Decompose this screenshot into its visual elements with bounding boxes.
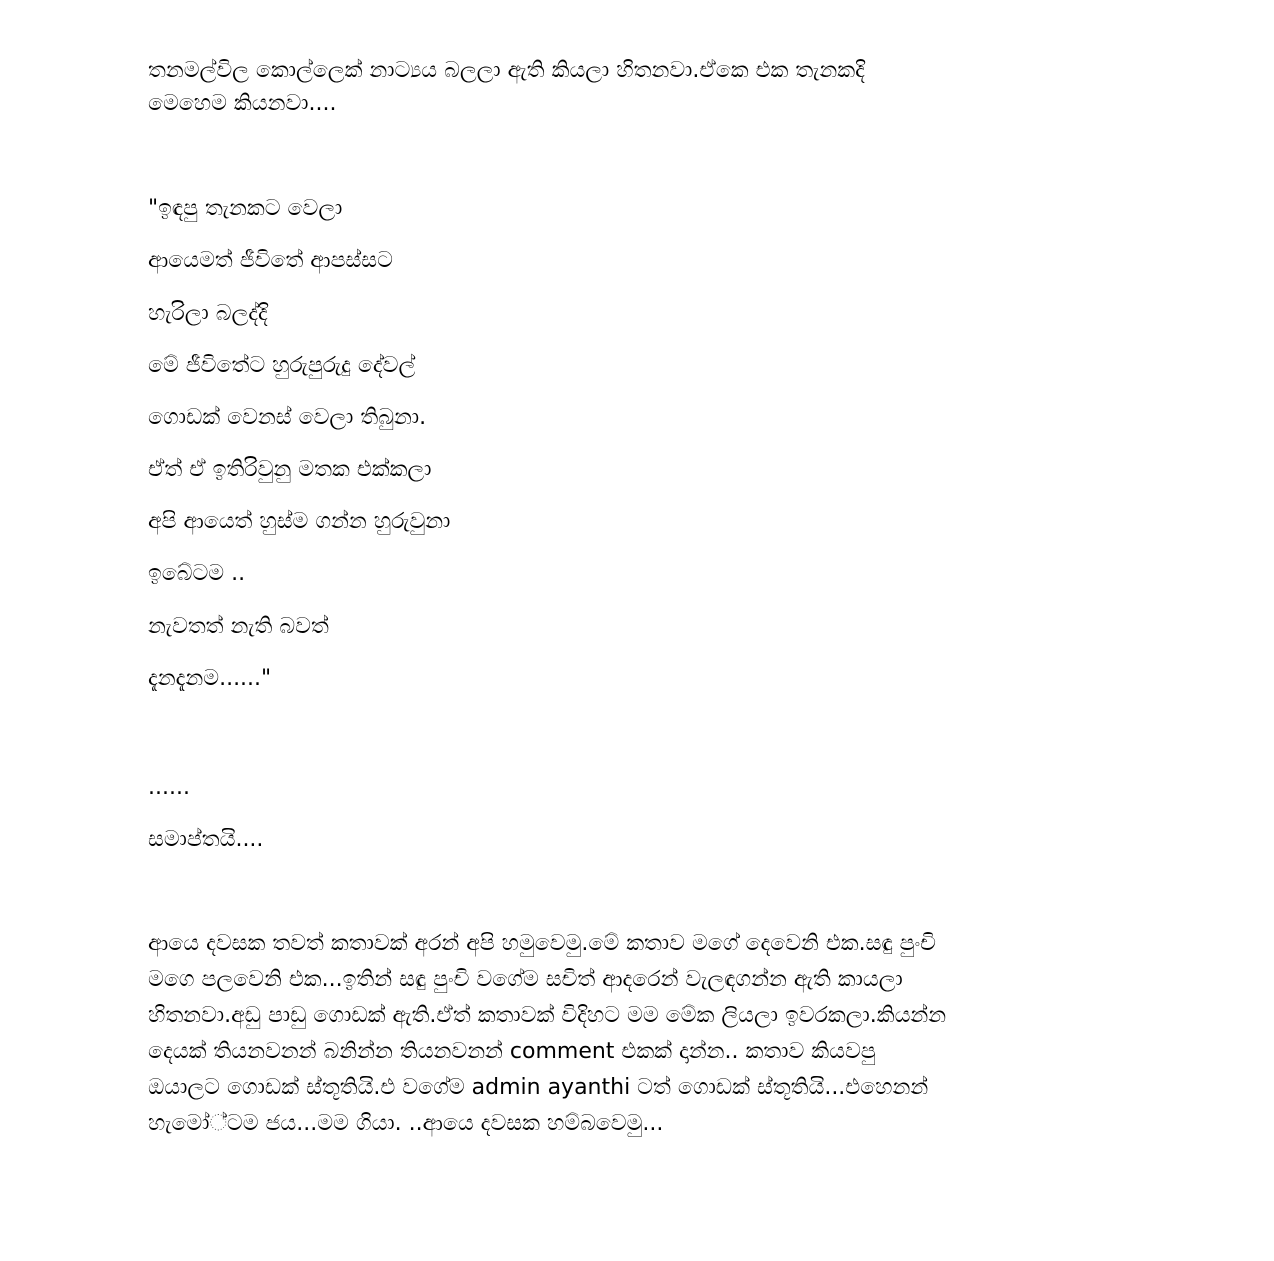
poem-line-9: නැවතත් නැති බවත්: [148, 614, 329, 639]
intro-line-2: මෙහෙම කියනවා....: [148, 91, 337, 116]
closing-line-5: ඔයාලට ගොඩක් ස්තූතියි.එ වගේම admin ayanthi ටත් ගොඩක් ස්තූතියි...එහෙනන්: [148, 1075, 929, 1100]
poem-line-5: ගොඩක් වෙනස් වෙලා තිබුනා.: [148, 405, 427, 430]
poem-line-2: ආයෙමත් ජීවිතේ ආපස්සට: [148, 248, 393, 273]
poem-line-10: දැනදැනම......": [148, 666, 272, 691]
poem-line-4: මේ ජීවිතේට හුරුපුරුදු දේවල්: [148, 353, 416, 378]
poem-line-7: අපි ආයෙත් හුස්ම ගන්න හුරුවුනා: [148, 509, 451, 534]
poem-line-1: "ඉඳපු තැනකට වෙලා: [148, 196, 343, 221]
poem-line-6: ඒත් ඒ ඉතිරිවුනු මතක එක්කලා: [148, 457, 432, 482]
closing-line-4: දෙයක් තියනවනන් බනින්න තියනවනන් comment එකක් දාන්න.. කතාව කියවපු: [148, 1039, 876, 1064]
closing-line-1: ආයෙ දවසක තවත් කතාවක් අරන් අපි හමුවෙමු.මේ කතාව මගේ දෙවෙනි එක.සඳු පුංචි: [148, 931, 936, 956]
closing-line-6: හැමෝ්ටම ජය...මම ගියා. ..ආයෙ දවසක හම්බවෙමු...: [148, 1111, 664, 1136]
end-text: සමාප්තයි....: [148, 827, 264, 852]
poem-line-8: ඉබේටම ..: [148, 561, 246, 586]
intro-line-1: තනමල්විල කොල්ලෙක් නාට්‍යය බලලා ඇති කියලා හිතනවා.ඒකෙ එක තැනකදි: [148, 58, 865, 83]
closing-line-2: මගෙ පලවෙනි එක...ඉතින් සඳු පුංචි වගේම සචිත් ආදරෙන් වැලඳගන්න ඇති කායලා: [148, 967, 903, 992]
closing-line-3: හිතනවා.අඩු පාඩු ගොඩක් ඇති.ඒත් කතාවක් විදිහට මම මේක ලියලා ඉවරකලා.කියන්න: [148, 1003, 947, 1028]
ellipsis: ......: [148, 775, 190, 800]
poem-line-3: හැරිලා බලද්දි: [148, 301, 268, 326]
